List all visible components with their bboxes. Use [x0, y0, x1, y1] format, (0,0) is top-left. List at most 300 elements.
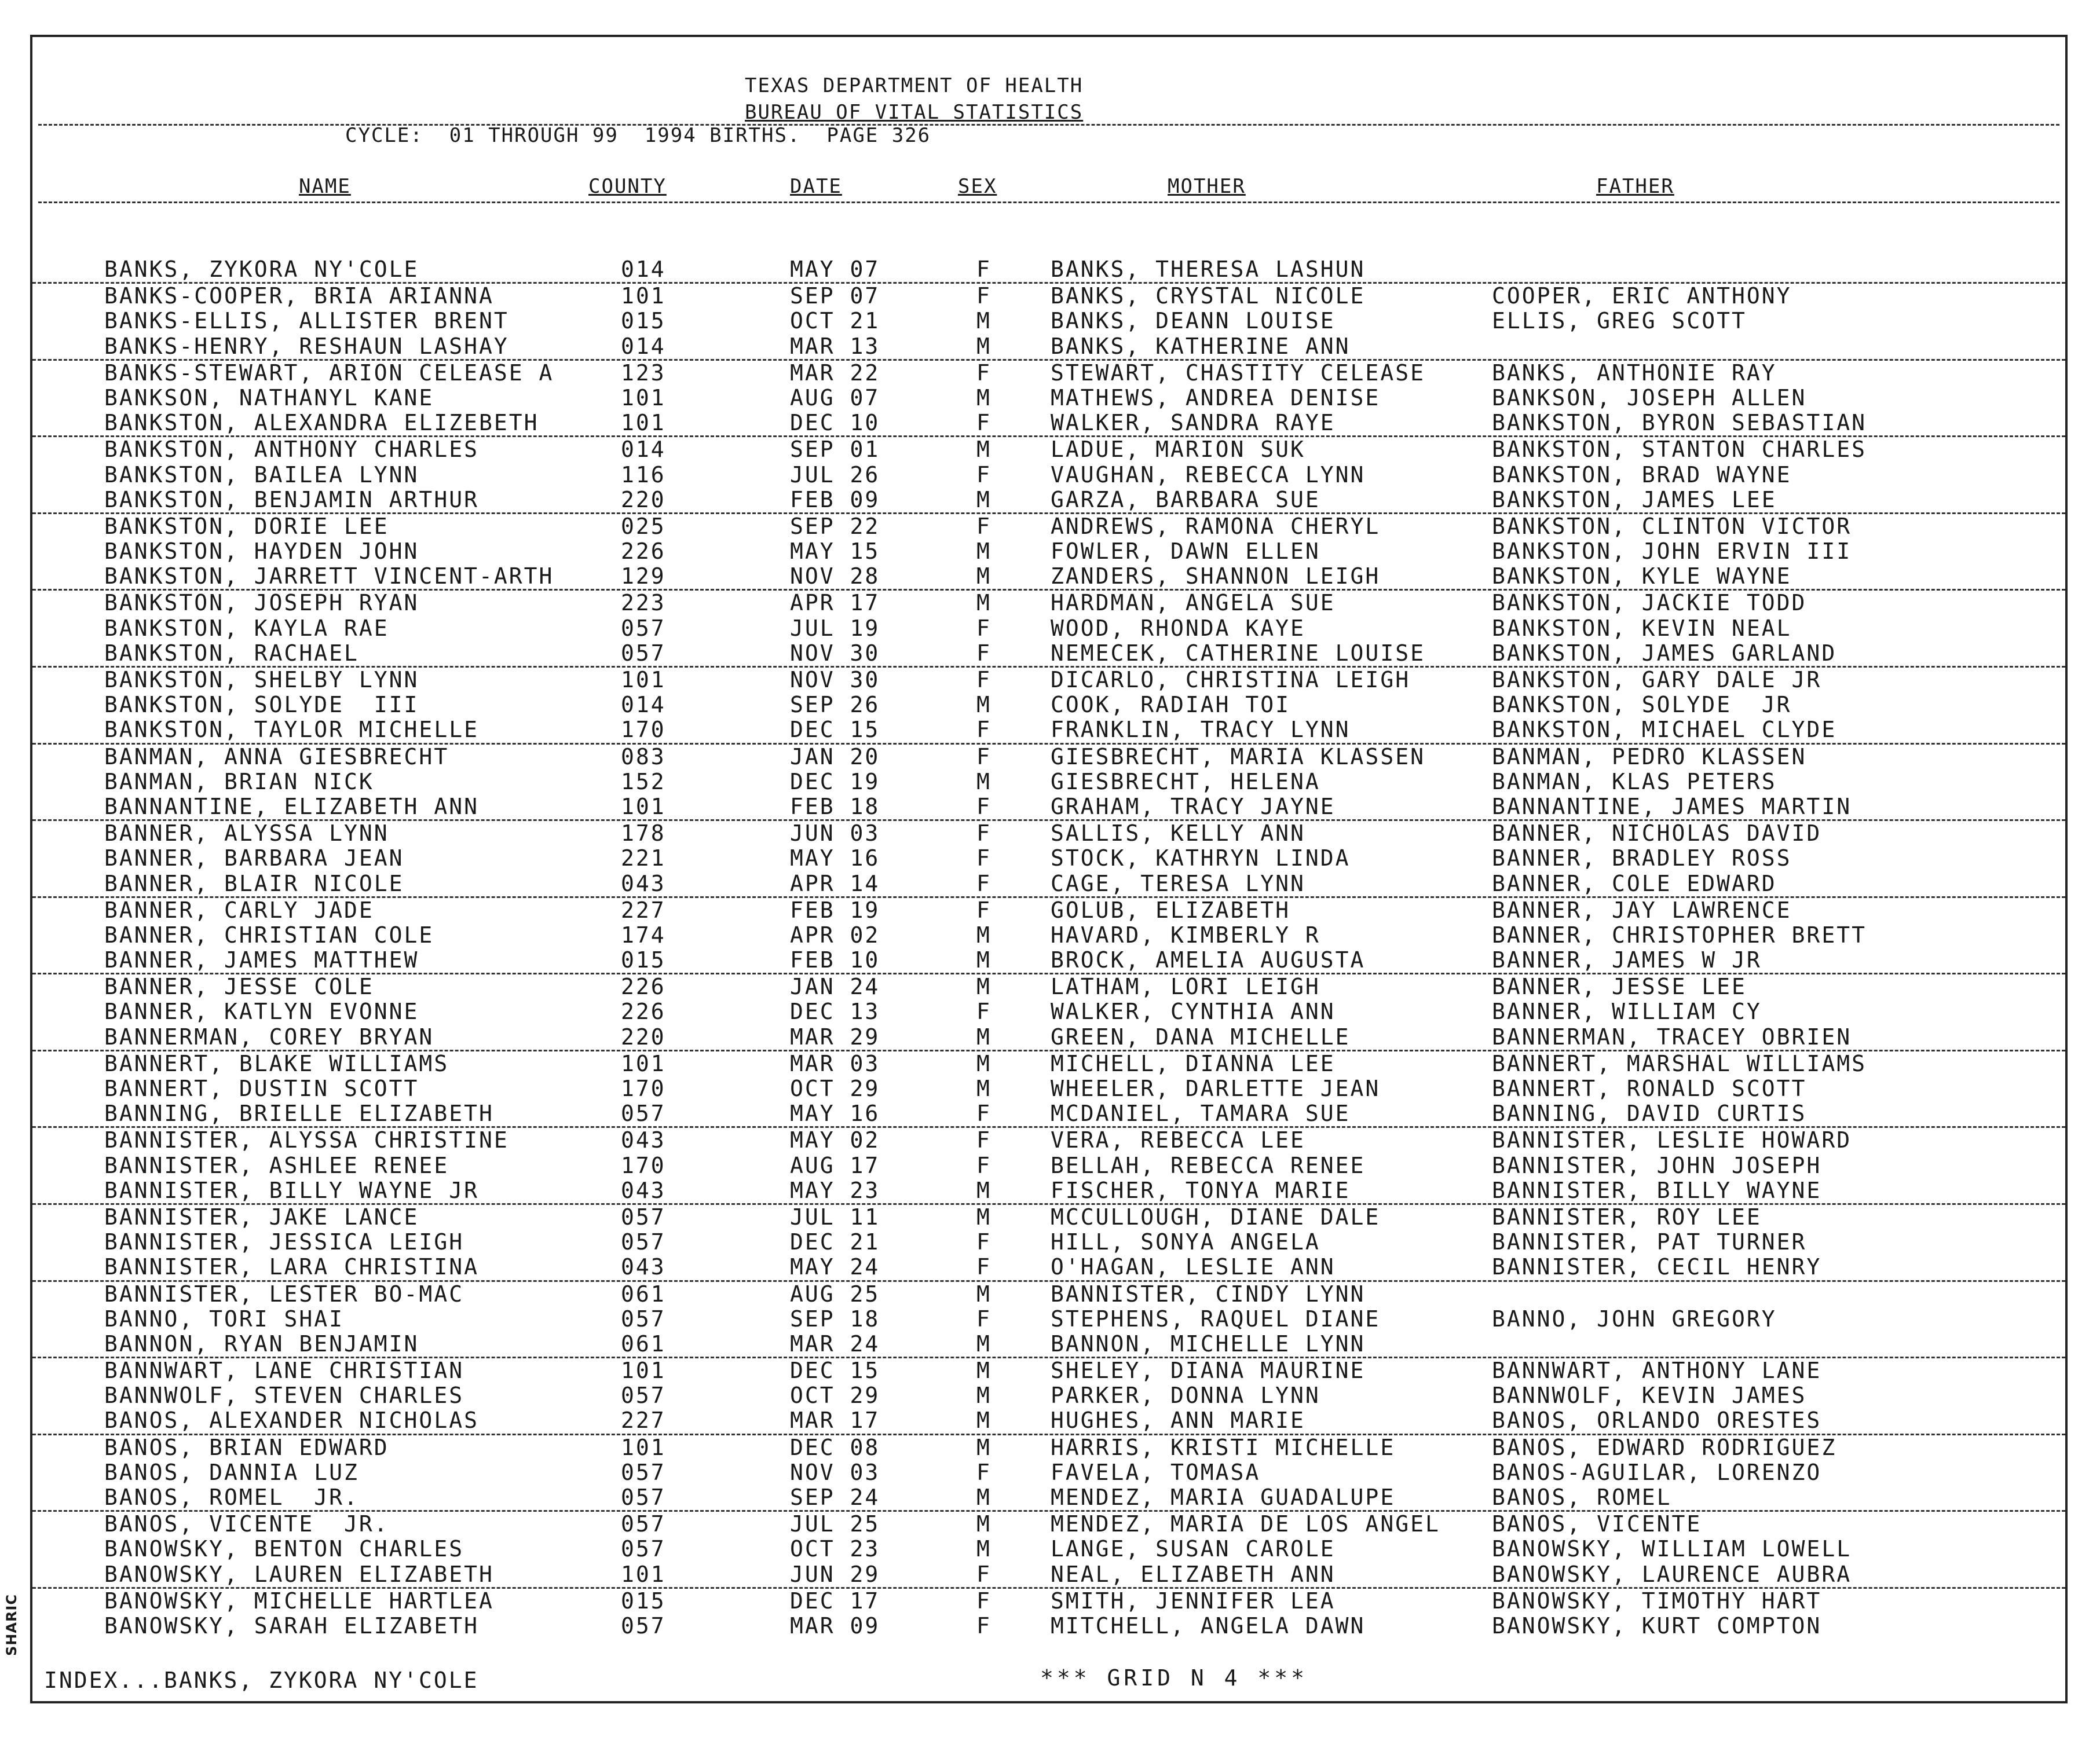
cell-sex: F	[976, 820, 992, 846]
cell-mother: MITCHELL, ANGELA DAWN	[1051, 1613, 1366, 1639]
cell-sex: M	[976, 1434, 992, 1460]
cell-mother: SALLIS, KELLY ANN	[1051, 820, 1305, 846]
cell-name: BANKSTON, ALEXANDRA ELIZEBETH	[104, 410, 539, 436]
cell-mother: WHEELER, DARLETTE JEAN	[1051, 1076, 1381, 1101]
cell-county: 116	[621, 461, 666, 488]
table-row	[32, 1562, 2065, 1589]
column-header-mother: MOTHER	[1168, 175, 1246, 198]
table-row	[32, 1383, 2065, 1408]
cell-county: 170	[621, 1076, 666, 1101]
table-row	[32, 334, 2065, 361]
cell-name: BANKSTON, BAILEA LYNN	[104, 461, 419, 488]
cell-sex: F	[976, 793, 992, 819]
margin-stamp: SHARIC	[3, 1594, 20, 1656]
table-row	[32, 1178, 2065, 1205]
cell-sex: F	[976, 1101, 992, 1127]
table-row	[32, 1460, 2065, 1485]
table-row	[32, 668, 2065, 692]
table-row	[32, 309, 2065, 334]
cell-date: OCT 23	[790, 1536, 880, 1562]
cell-father: BANMAN, KLAS PETERS	[1492, 768, 1777, 794]
cell-father: ELLIS, GREG SCOTT	[1492, 308, 1747, 334]
cell-county: 129	[621, 563, 666, 589]
cell-name: BANNISTER, BILLY WAYNE JR	[104, 1177, 479, 1203]
cell-sex: M	[976, 1383, 992, 1409]
cell-mother: MCDANIEL, TAMARA SUE	[1051, 1101, 1351, 1127]
cell-name: BANKSTON, JOSEPH RYAN	[104, 590, 419, 616]
cell-father: BANNISTER, LESLIE HOWARD	[1492, 1127, 1852, 1153]
cell-mother: SHELEY, DIANA MAURINE	[1051, 1358, 1366, 1384]
cell-mother: GOLUB, ELIZABETH	[1051, 897, 1291, 923]
cell-mother: MENDEZ, MARIA GUADALUPE	[1051, 1485, 1396, 1510]
cell-mother: MENDEZ, MARIA DE LOS ANGEL	[1051, 1511, 1440, 1537]
column-header-county: COUNTY	[588, 175, 667, 198]
cell-date: MAY 24	[790, 1254, 880, 1280]
cell-sex: F	[976, 640, 992, 666]
cell-county: 174	[621, 922, 666, 948]
cell-county: 057	[621, 1485, 666, 1510]
cell-county: 057	[621, 1536, 666, 1562]
cell-county: 226	[621, 538, 666, 565]
document-frame	[30, 35, 2068, 1703]
cell-name: BANNER, JAMES MATTHEW	[104, 947, 419, 973]
cell-sex: M	[976, 437, 992, 463]
cycle-line: CYCLE: 01 THROUGH 99 1994 BIRTHS. PAGE 326	[345, 124, 931, 147]
cell-sex: M	[976, 1177, 992, 1203]
table-row	[32, 284, 2065, 309]
table-row	[32, 437, 2065, 462]
index-footer: INDEX...BANKS, ZYKORA NY'COLE	[44, 1668, 479, 1693]
cell-county: 101	[621, 793, 666, 819]
cell-mother: FOWLER, DAWN ELLEN	[1051, 538, 1320, 565]
cell-county: 015	[621, 308, 666, 334]
cell-name: BANOWSKY, SARAH ELIZABETH	[104, 1613, 479, 1639]
cell-sex: F	[976, 897, 992, 923]
cell-mother: FRANKLIN, TRACY LYNN	[1051, 717, 1351, 743]
cell-father: BANNER, JAY LAWRENCE	[1492, 897, 1792, 923]
cell-mother: NEMECEK, CATHERINE LOUISE	[1051, 640, 1425, 666]
cell-name: BANKSON, NATHANYL KANE	[104, 384, 434, 411]
cell-mother: VERA, REBECCA LEE	[1051, 1127, 1305, 1153]
cell-name: BANNERT, BLAKE WILLIAMS	[104, 1050, 449, 1076]
cell-name: BANKS-STEWART, ARION CELEASE A	[104, 360, 554, 386]
cell-date: DEC 19	[790, 768, 880, 794]
table-row	[32, 591, 2065, 615]
cell-date: DEC 21	[790, 1229, 880, 1255]
cell-name: BANKSTON, RACHAEL	[104, 640, 359, 666]
cell-date: SEP 26	[790, 692, 880, 718]
cell-mother: MATHEWS, ANDREA DENISE	[1051, 384, 1381, 411]
cell-sex: F	[976, 256, 992, 282]
cell-county: 227	[621, 897, 666, 923]
cell-mother: GIESBRECHT, HELENA	[1051, 768, 1320, 794]
cell-father: BANKSTON, BYRON SEBASTIAN	[1492, 410, 1867, 436]
cell-mother: BANKS, DEANN LOUISE	[1051, 308, 1336, 334]
cell-county: 015	[621, 1588, 666, 1614]
cell-county: 123	[621, 360, 666, 386]
cell-father: BANMAN, PEDRO KLASSEN	[1492, 743, 1807, 769]
cell-county: 043	[621, 1177, 666, 1203]
cell-name: BANNER, CARLY JADE	[104, 897, 374, 923]
cell-county: 101	[621, 410, 666, 436]
cell-date: MAR 24	[790, 1331, 880, 1357]
cell-father: BANNO, JOHN GREGORY	[1492, 1306, 1777, 1332]
cell-county: 152	[621, 768, 666, 794]
cell-county: 223	[621, 590, 666, 616]
cell-date: NOV 03	[790, 1459, 880, 1485]
cell-name: BANNANTINE, ELIZABETH ANN	[104, 793, 479, 819]
cell-county: 178	[621, 820, 666, 846]
cell-county: 170	[621, 1152, 666, 1178]
cell-county: 057	[621, 640, 666, 666]
column-header-father: FATHER	[1596, 175, 1674, 198]
cell-mother: SMITH, JENNIFER LEA	[1051, 1588, 1336, 1614]
cell-mother: O'HAGAN, LESLIE ANN	[1051, 1254, 1336, 1280]
cell-name: BANKSTON, JARRETT VINCENT-ARTH	[104, 563, 554, 589]
cell-sex: M	[976, 384, 992, 411]
cell-name: BANKSTON, ANTHONY CHARLES	[104, 437, 479, 463]
cell-name: BANKSTON, BENJAMIN ARTHUR	[104, 486, 479, 512]
cell-name: BANKS-COOPER, BRIA ARIANNA	[104, 283, 494, 309]
cell-sex: F	[976, 1229, 992, 1255]
cell-name: BANNER, JESSE COLE	[104, 974, 374, 1000]
table-row	[32, 386, 2065, 411]
cell-father: BANKS, ANTHONIE RAY	[1492, 360, 1777, 386]
cell-sex: M	[976, 1511, 992, 1537]
table-row	[32, 999, 2065, 1024]
cell-mother: BELLAH, REBECCA RENEE	[1051, 1152, 1366, 1178]
cell-name: BANKSTON, KAYLA RAE	[104, 615, 389, 641]
cell-sex: F	[976, 1127, 992, 1153]
cell-county: 101	[621, 1050, 666, 1076]
cell-sex: F	[976, 1306, 992, 1332]
cell-county: 101	[621, 1358, 666, 1384]
cell-father: BANNERT, MARSHAL WILLIAMS	[1492, 1050, 1867, 1076]
cell-name: BANNISTER, LARA CHRISTINA	[104, 1254, 479, 1280]
cell-sex: M	[976, 1536, 992, 1562]
cell-sex: M	[976, 1408, 992, 1434]
cell-county: 025	[621, 513, 666, 539]
table-row	[32, 846, 2065, 871]
cell-date: DEC 17	[790, 1588, 880, 1614]
cell-sex: M	[976, 974, 992, 1000]
cell-mother: HILL, SONYA ANGELA	[1051, 1229, 1320, 1255]
cell-father: BANKSTON, JAMES LEE	[1492, 486, 1777, 512]
cell-date: OCT 21	[790, 308, 880, 334]
cell-father: BANNER, JAMES W JR	[1492, 947, 1762, 973]
cell-mother: HARDMAN, ANGELA SUE	[1051, 590, 1336, 616]
cell-county: 220	[621, 486, 666, 512]
cell-date: AUG 07	[790, 384, 880, 411]
cell-date: MAR 22	[790, 360, 880, 386]
cell-name: BANOS, DANNIA LUZ	[104, 1459, 359, 1485]
cell-name: BANKSTON, TAYLOR MICHELLE	[104, 717, 479, 743]
cell-sex: M	[976, 1076, 992, 1101]
cell-father: BANNISTER, BILLY WAYNE	[1492, 1177, 1822, 1203]
cell-county: 057	[621, 1229, 666, 1255]
cell-mother: STEWART, CHASTITY CELEASE	[1051, 360, 1425, 386]
cell-father: BANKSTON, KEVIN NEAL	[1492, 615, 1792, 641]
cell-name: BANNER, KATLYN EVONNE	[104, 999, 419, 1025]
cell-sex: M	[976, 692, 992, 718]
cell-mother: DICARLO, CHRISTINA LEIGH	[1051, 667, 1411, 692]
cell-county: 014	[621, 256, 666, 282]
table-row	[32, 616, 2065, 641]
table-row	[32, 1512, 2065, 1537]
cell-date: NOV 28	[790, 563, 880, 589]
cell-name: BANMAN, ANNA GIESBRECHT	[104, 743, 449, 769]
cell-date: SEP 22	[790, 513, 880, 539]
cell-father: BANKSTON, GARY DALE JR	[1492, 667, 1822, 692]
cell-father: BANKSTON, JOHN ERVIN III	[1492, 538, 1852, 565]
column-header-name: NAME	[299, 175, 351, 198]
cell-county: 101	[621, 1561, 666, 1587]
cell-sex: F	[976, 410, 992, 436]
cell-sex: M	[976, 1204, 992, 1230]
cell-sex: F	[976, 1459, 992, 1485]
bureau-title: BUREAU OF VITAL STATISTICS	[745, 101, 1084, 124]
cell-date: MAR 17	[790, 1408, 880, 1434]
cell-sex: F	[976, 1561, 992, 1587]
cell-date: OCT 29	[790, 1076, 880, 1101]
cell-father: BANNISTER, ROY LEE	[1492, 1204, 1762, 1230]
cell-name: BANNON, RYAN BENJAMIN	[104, 1331, 419, 1357]
table-row	[32, 539, 2065, 564]
cell-father: BANKSTON, JAMES GARLAND	[1492, 640, 1837, 666]
table-row	[32, 717, 2065, 744]
cell-sex: F	[976, 461, 992, 488]
table-row	[32, 871, 2065, 898]
cell-mother: STEPHENS, RAQUEL DIANE	[1051, 1306, 1381, 1332]
cell-sex: M	[976, 308, 992, 334]
cell-sex: M	[976, 922, 992, 948]
cell-name: BANOS, VICENTE JR.	[104, 1511, 389, 1537]
table-row	[32, 1128, 2065, 1153]
cell-county: 221	[621, 845, 666, 871]
cell-date: JAN 24	[790, 974, 880, 1000]
cell-father: BANNWOLF, KEVIN JAMES	[1492, 1383, 1807, 1409]
cell-name: BANMAN, BRIAN NICK	[104, 768, 374, 794]
cell-county: 057	[621, 1613, 666, 1639]
cell-mother: WALKER, CYNTHIA ANN	[1051, 999, 1336, 1025]
cell-sex: F	[976, 360, 992, 386]
cell-mother: ZANDERS, SHANNON LEIGH	[1051, 563, 1381, 589]
cell-sex: M	[976, 486, 992, 512]
table-row	[32, 257, 2065, 284]
cell-father: BANOS, ROMEL	[1492, 1485, 1672, 1510]
cell-mother: GARZA, BARBARA SUE	[1051, 486, 1320, 512]
cell-name: BANOS, ALEXANDER NICHOLAS	[104, 1408, 479, 1434]
cell-county: 083	[621, 743, 666, 769]
cell-name: BANNER, BLAIR NICOLE	[104, 870, 404, 896]
cell-date: DEC 10	[790, 410, 880, 436]
cell-county: 170	[621, 717, 666, 743]
cell-name: BANOS, BRIAN EDWARD	[104, 1434, 389, 1460]
cell-sex: M	[976, 947, 992, 973]
cell-sex: M	[976, 1024, 992, 1050]
cell-name: BANKSTON, DORIE LEE	[104, 513, 389, 539]
cell-father: BANOS, EDWARD RODRIGUEZ	[1492, 1434, 1837, 1460]
cell-name: BANNING, BRIELLE ELIZABETH	[104, 1101, 494, 1127]
cell-county: 057	[621, 1101, 666, 1127]
cell-mother: BANKS, THERESA LASHUN	[1051, 256, 1366, 282]
table-row	[32, 745, 2065, 769]
cell-sex: F	[976, 870, 992, 896]
cell-name: BANKSTON, SOLYDE III	[104, 692, 419, 718]
cell-date: SEP 24	[790, 1485, 880, 1510]
cell-date: APR 02	[790, 922, 880, 948]
table-row	[32, 361, 2065, 386]
table-row	[32, 948, 2065, 974]
table-row	[32, 974, 2065, 999]
cell-sex: M	[976, 590, 992, 616]
cell-name: BANKS-ELLIS, ALLISTER BRENT	[104, 308, 509, 334]
cell-father: BANKSTON, KYLE WAYNE	[1492, 563, 1792, 589]
cell-county: 043	[621, 1127, 666, 1153]
cell-name: BANNERMAN, COREY BRYAN	[104, 1024, 434, 1050]
cell-county: 061	[621, 1281, 666, 1307]
cell-mother: GIESBRECHT, MARIA KLASSEN	[1051, 743, 1425, 769]
table-row	[32, 769, 2065, 794]
cell-mother: BANKS, CRYSTAL NICOLE	[1051, 283, 1366, 309]
cell-date: SEP 07	[790, 283, 880, 309]
cell-name: BANOS, ROMEL JR.	[104, 1485, 359, 1510]
cell-county: 043	[621, 1254, 666, 1280]
cell-sex: M	[976, 1331, 992, 1357]
cell-mother: WALKER, SANDRA RAYE	[1051, 410, 1336, 436]
cell-name: BANKS-HENRY, RESHAUN LASHAY	[104, 333, 509, 359]
cell-name: BANNWOLF, STEVEN CHARLES	[104, 1383, 464, 1409]
table-row	[32, 463, 2065, 488]
cell-sex: F	[976, 999, 992, 1025]
cell-date: MAY 16	[790, 1101, 880, 1127]
cell-sex: M	[976, 1281, 992, 1307]
table-row	[32, 1537, 2065, 1562]
cell-father: BANNER, COLE EDWARD	[1492, 870, 1777, 896]
cell-county: 057	[621, 1459, 666, 1485]
table-row	[32, 692, 2065, 717]
cell-name: BANKS, ZYKORA NY'COLE	[104, 256, 419, 282]
cell-father: BANNING, DAVID CURTIS	[1492, 1101, 1807, 1127]
cell-mother: FISCHER, TONYA MARIE	[1051, 1177, 1351, 1203]
cell-father: BANNISTER, JOHN JOSEPH	[1492, 1152, 1822, 1178]
cell-name: BANNISTER, JESSICA LEIGH	[104, 1229, 464, 1255]
cell-father: BANKSTON, STANTON CHARLES	[1492, 437, 1867, 463]
cell-mother: LANGE, SUSAN CAROLE	[1051, 1536, 1336, 1562]
cell-sex: M	[976, 1358, 992, 1384]
cell-county: 015	[621, 947, 666, 973]
cell-mother: GRAHAM, TRACY JAYNE	[1051, 793, 1336, 819]
cell-date: MAR 03	[790, 1050, 880, 1076]
table-row	[32, 488, 2065, 514]
table-row	[32, 923, 2065, 948]
header-rule	[38, 124, 2059, 126]
table-row	[32, 1205, 2065, 1230]
cell-mother: ANDREWS, RAMONA CHERYL	[1051, 513, 1381, 539]
cell-date: MAY 15	[790, 538, 880, 565]
table-row	[32, 898, 2065, 923]
cell-sex: M	[976, 538, 992, 565]
cell-county: 014	[621, 692, 666, 718]
table-row	[32, 1485, 2065, 1512]
cell-date: MAR 09	[790, 1613, 880, 1639]
cell-father: BANKSON, JOSEPH ALLEN	[1492, 384, 1807, 411]
cell-county: 014	[621, 437, 666, 463]
cell-name: BANOWSKY, MICHELLE HARTLEA	[104, 1588, 494, 1614]
cell-date: FEB 18	[790, 793, 880, 819]
cell-date: MAY 02	[790, 1127, 880, 1153]
cell-date: DEC 15	[790, 717, 880, 743]
cell-mother: BANNISTER, CINDY LYNN	[1051, 1281, 1366, 1307]
cell-name: BANKSTON, HAYDEN JOHN	[104, 538, 419, 565]
cell-sex: F	[976, 513, 992, 539]
cell-date: MAY 07	[790, 256, 880, 282]
cell-sex: F	[976, 1588, 992, 1614]
cell-name: BANOWSKY, BENTON CHARLES	[104, 1536, 464, 1562]
table-row	[32, 1076, 2065, 1101]
cell-mother: COOK, RADIAH TOI	[1051, 692, 1291, 718]
cell-father: BANNISTER, CECIL HENRY	[1492, 1254, 1822, 1280]
cell-father: BANNWART, ANTHONY LANE	[1492, 1358, 1822, 1384]
table-row	[32, 821, 2065, 846]
cell-father: BANKSTON, SOLYDE JR	[1492, 692, 1792, 718]
table-row	[32, 1332, 2065, 1358]
table-row	[32, 1435, 2065, 1460]
cell-father: BANNERMAN, TRACEY OBRIEN	[1492, 1024, 1852, 1050]
table-row	[32, 1153, 2065, 1178]
cell-date: FEB 10	[790, 947, 880, 973]
cell-father: BANKSTON, BRAD WAYNE	[1492, 461, 1792, 488]
cell-mother: BANKS, KATHERINE ANN	[1051, 333, 1351, 359]
column-header-sex: SEX	[958, 175, 997, 198]
cell-mother: GREEN, DANA MICHELLE	[1051, 1024, 1351, 1050]
cell-sex: F	[976, 717, 992, 743]
cell-date: MAY 16	[790, 845, 880, 871]
cell-father: BANNANTINE, JAMES MARTIN	[1492, 793, 1852, 819]
cell-date: JUL 19	[790, 615, 880, 641]
cell-sex: M	[976, 768, 992, 794]
cell-name: BANNER, CHRISTIAN COLE	[104, 922, 434, 948]
cell-date: APR 17	[790, 590, 880, 616]
cell-father: COOPER, ERIC ANTHONY	[1492, 283, 1792, 309]
cell-county: 057	[621, 1383, 666, 1409]
cell-mother: MCCULLOUGH, DIANE DALE	[1051, 1204, 1381, 1230]
column-header-date: DATE	[790, 175, 842, 198]
cell-mother: HAVARD, KIMBERLY R	[1051, 922, 1320, 948]
column-header-rule	[38, 201, 2059, 203]
cell-county: 057	[621, 615, 666, 641]
cell-county: 061	[621, 1331, 666, 1357]
cell-mother: PARKER, DONNA LYNN	[1051, 1383, 1320, 1409]
cell-county: 057	[621, 1204, 666, 1230]
agency-title: TEXAS DEPARTMENT OF HEALTH	[745, 74, 1084, 97]
cell-mother: BROCK, AMELIA AUGUSTA	[1051, 947, 1366, 973]
cell-mother: HUGHES, ANN MARIE	[1051, 1408, 1305, 1434]
cell-father: BANOWSKY, KURT COMPTON	[1492, 1613, 1822, 1639]
cell-date: DEC 15	[790, 1358, 880, 1384]
cell-sex: M	[976, 563, 992, 589]
cell-sex: F	[976, 743, 992, 769]
cell-mother: WOOD, RHONDA KAYE	[1051, 615, 1305, 641]
cell-sex: M	[976, 333, 992, 359]
cell-name: BANNO, TORI SHAI	[104, 1306, 345, 1332]
table-row	[32, 1051, 2065, 1076]
cell-date: MAR 13	[790, 333, 880, 359]
cell-county: 101	[621, 283, 666, 309]
cell-father: BANOS, ORLANDO ORESTES	[1492, 1408, 1822, 1434]
cell-name: BANOWSKY, LAUREN ELIZABETH	[104, 1561, 494, 1587]
cell-county: 226	[621, 999, 666, 1025]
